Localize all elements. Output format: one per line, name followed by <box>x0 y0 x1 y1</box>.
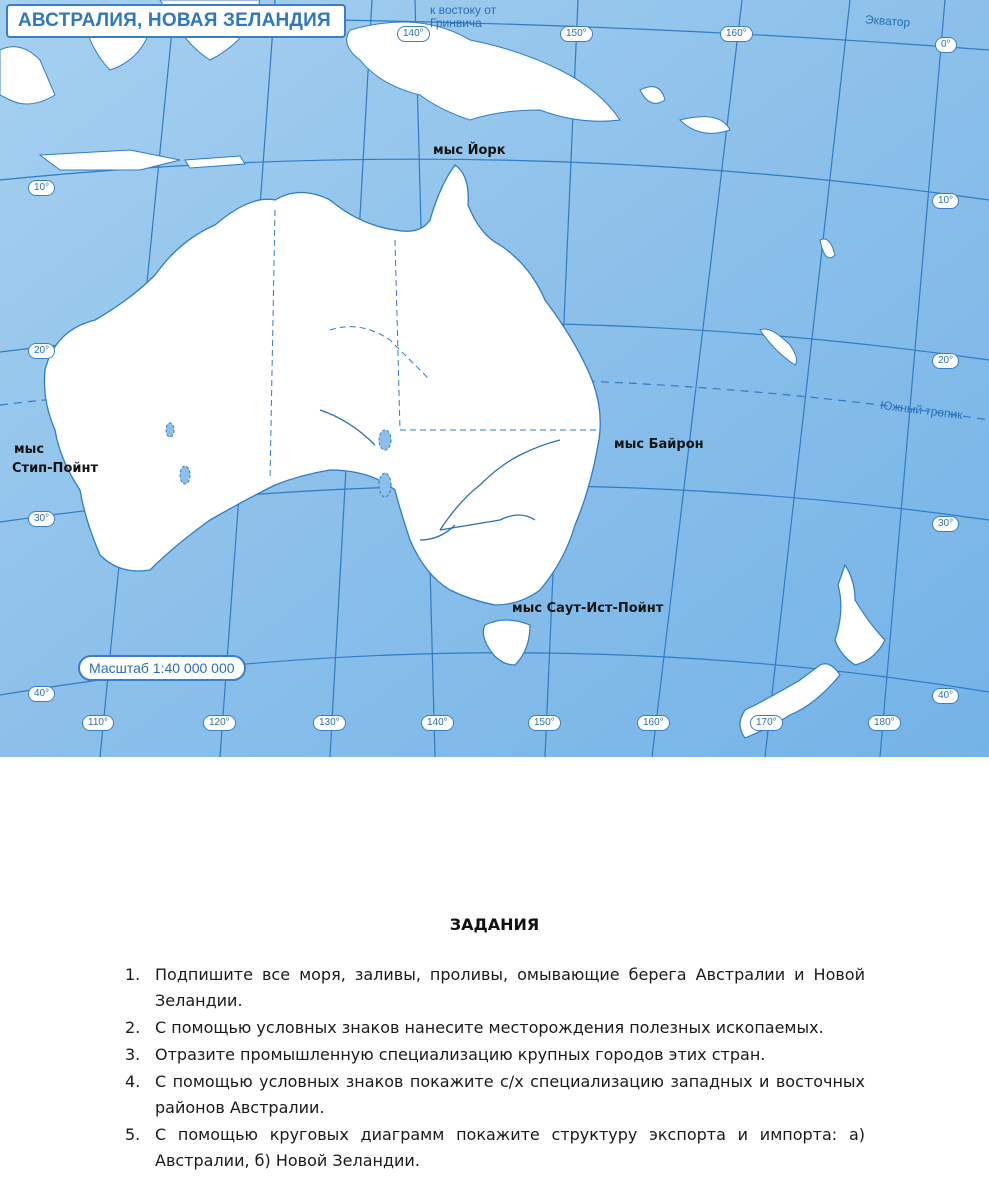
task-number: 1. <box>125 965 141 984</box>
equator-label: Экватор <box>864 12 911 30</box>
task-item <box>125 1069 865 1121</box>
tasks-list <box>125 962 865 1175</box>
task-text: С помощью условных знаков нанесите месторождения полезных ископаемых. <box>155 1018 824 1037</box>
task-number: 5. <box>125 1125 141 1144</box>
map-title: АВСТРАЛИЯ, НОВАЯ ЗЕЛАНДИЯ <box>6 4 346 38</box>
lon-bottom-170: 170° <box>750 715 783 731</box>
lon-bottom-110: 110° <box>82 715 114 731</box>
task-text: Отразите промышленную специализацию крупных городов этих стран. <box>155 1045 766 1064</box>
task-item <box>125 962 865 1014</box>
task-number: 2. <box>125 1018 141 1037</box>
cape-steep-point-label-2: Стип-Пойнт <box>12 461 98 476</box>
tropic-label: Южный тропик <box>879 398 964 422</box>
cape-south-east-point-label: мыс Саут-Ист-Пойнт <box>512 601 664 616</box>
lat-right-0: 0° <box>935 37 957 53</box>
cape-byron-label: мыс Байрон <box>614 437 704 452</box>
cape-york-label: мыс Йорк <box>433 143 506 158</box>
scale-label: Масштаб 1:40 000 000 <box>78 655 246 681</box>
lon-bottom-150: 150° <box>528 715 561 731</box>
task-number: 4. <box>125 1072 141 1091</box>
task-item <box>125 1122 865 1174</box>
lon-bottom-120: 120° <box>203 715 236 731</box>
task-text: С помощью условных знаков покажите с/х специализацию западных и восточных районов Австралии. <box>155 1072 865 1117</box>
tasks-title: ЗАДАНИЯ <box>449 915 540 934</box>
lon-top-160: 160° <box>720 26 753 42</box>
lon-bottom-130: 130° <box>313 715 346 731</box>
lon-top-140: 140° <box>397 26 430 42</box>
lat-right-40: 40° <box>932 688 959 704</box>
lat-left-30: 30° <box>28 511 55 527</box>
task-item <box>125 1042 865 1068</box>
task-item <box>125 1015 865 1041</box>
lat-left-20: 20° <box>28 343 55 359</box>
task-text: Подпишите все моря, заливы, проливы, омывающие берега Австралии и Новой Зеландии. <box>155 965 865 1010</box>
task-number: 3. <box>125 1045 141 1064</box>
lon-bottom-160: 160° <box>637 715 670 731</box>
meridian-note: к востоку от Гринвича <box>430 3 497 30</box>
lon-top-150: 150° <box>560 26 593 42</box>
lat-right-30: 30° <box>932 516 959 532</box>
lat-left-10: 10° <box>28 180 55 196</box>
lat-right-10: 10° <box>932 193 959 209</box>
task-text: С помощью круговых диаграмм покажите структуру экспорта и импорта: а) Австралии, б) Новой Зеландии. <box>155 1125 865 1170</box>
lat-right-20: 20° <box>932 353 959 369</box>
lon-bottom-140: 140° <box>421 715 454 731</box>
lon-bottom-180: 180° <box>868 715 901 731</box>
cape-steep-point-label-1: мыс <box>14 442 45 457</box>
lat-left-40: 40° <box>28 686 55 702</box>
